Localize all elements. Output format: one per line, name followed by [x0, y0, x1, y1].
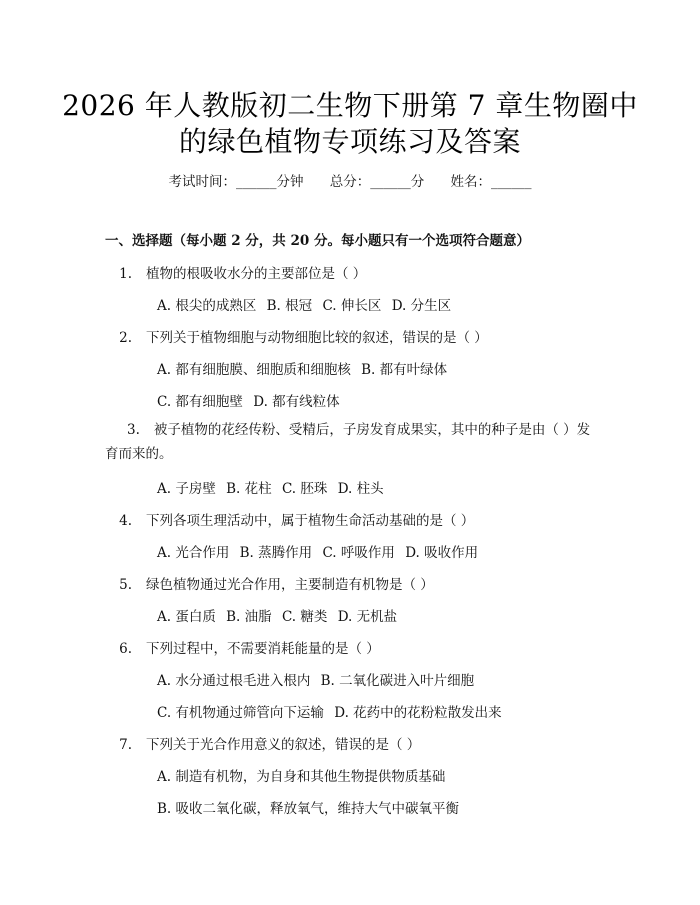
- option-a: A. 都有细胞膜、细胞质和细胞核: [157, 362, 351, 378]
- options-row: [157, 477, 384, 497]
- student-name-label: 姓名：______: [450, 174, 532, 190]
- question-text: 下列关于光合作用意义的叙述，错误的是（ ）: [146, 737, 421, 753]
- page-title-line-1: 2026 年人教版初二生物下册第 7 章生物圈中: [62, 89, 638, 122]
- question-number: 1.: [119, 266, 132, 282]
- options-row: [157, 765, 445, 785]
- question-text: 下列各项生理活动中，属于植物生命活动基础的是（ ）: [146, 513, 475, 529]
- option-a: A. 制造有机物，为自身和其他生物提供物质基础: [157, 769, 446, 785]
- option-c: C. 伸长区: [322, 298, 382, 314]
- option-a: A. 蛋白质: [157, 609, 216, 625]
- options-row: [157, 701, 502, 721]
- question-text: 下列关于植物细胞与动物细胞比较的叙述，错误的是（ ）: [146, 330, 488, 346]
- section-heading: 一、选择题（每小题 2 分，共 20 分。每小题只有一个选项符合题意）: [105, 233, 530, 249]
- option-d: D. 柱头: [337, 481, 384, 497]
- question-6: [105, 637, 595, 657]
- options-row: [157, 390, 340, 410]
- option-d: D. 分生区: [391, 298, 452, 314]
- option-a: A. 水分通过根毛进入根内: [157, 673, 311, 689]
- option-c: C. 呼吸作用: [322, 545, 395, 561]
- option-c: C. 糖类: [281, 609, 328, 625]
- question-number: 2.: [119, 330, 132, 346]
- option-c: C. 胚珠: [281, 481, 328, 497]
- question-1: [105, 262, 595, 282]
- question-number: 5.: [119, 577, 132, 593]
- option-d: D. 吸收作用: [405, 545, 479, 561]
- question-text: 下列过程中，不需要消耗能量的是（ ）: [146, 641, 380, 657]
- options-row: [157, 605, 397, 625]
- option-d: D. 都有线粒体: [253, 394, 340, 410]
- option-c: C. 有机物通过筛管向下运输: [157, 705, 324, 721]
- options-row: [157, 294, 451, 314]
- question-text: 被子植物的花经传粉、受精后，子房发育成果实，其中的种子是由（ ）发育而来的。: [105, 422, 591, 462]
- exam-info: [0, 170, 700, 190]
- option-b: B. 都有叶绿体: [361, 362, 448, 378]
- question-7: [105, 733, 595, 753]
- question-3: [105, 418, 595, 466]
- option-b: B. 油脂: [226, 609, 272, 625]
- option-b: B. 花柱: [226, 481, 272, 497]
- question-number: 4.: [119, 513, 132, 529]
- question-2: [105, 326, 595, 346]
- question-5: [105, 573, 595, 593]
- question-number: 7.: [119, 737, 132, 753]
- option-d: D. 花药中的花粉粒散发出来: [334, 705, 502, 721]
- options-row: [157, 669, 474, 689]
- question-number: 3.: [127, 422, 140, 438]
- option-b: B. 根冠: [266, 298, 313, 314]
- option-c: C. 都有细胞壁: [157, 394, 243, 410]
- option-a: A. 根尖的成熟区: [157, 298, 257, 314]
- question-text: 绿色植物通过光合作用，主要制造有机物是（ ）: [146, 577, 434, 593]
- option-b: B. 二氧化碳进入叶片细胞: [320, 673, 475, 689]
- question-text: 植物的根吸收水分的主要部位是（ ）: [146, 266, 367, 282]
- option-b: B. 吸收二氧化碳，释放氧气，维持大气中碳氧平衡: [157, 801, 460, 817]
- option-a: A. 子房壁: [157, 481, 216, 497]
- total-score-label: 总分：______分: [329, 174, 425, 190]
- page-title-line-2: 的绿色植物专项练习及答案: [178, 125, 521, 158]
- exam-time-label: 考试时间：______分钟: [168, 174, 304, 190]
- option-b: B. 蒸腾作用: [239, 545, 313, 561]
- options-row: [157, 358, 447, 378]
- options-row: [157, 797, 459, 817]
- question-4: [105, 509, 595, 529]
- option-a: A. 光合作用: [157, 545, 230, 561]
- options-row: [157, 541, 478, 561]
- question-number: 6.: [119, 641, 132, 657]
- option-d: D. 无机盐: [337, 609, 398, 625]
